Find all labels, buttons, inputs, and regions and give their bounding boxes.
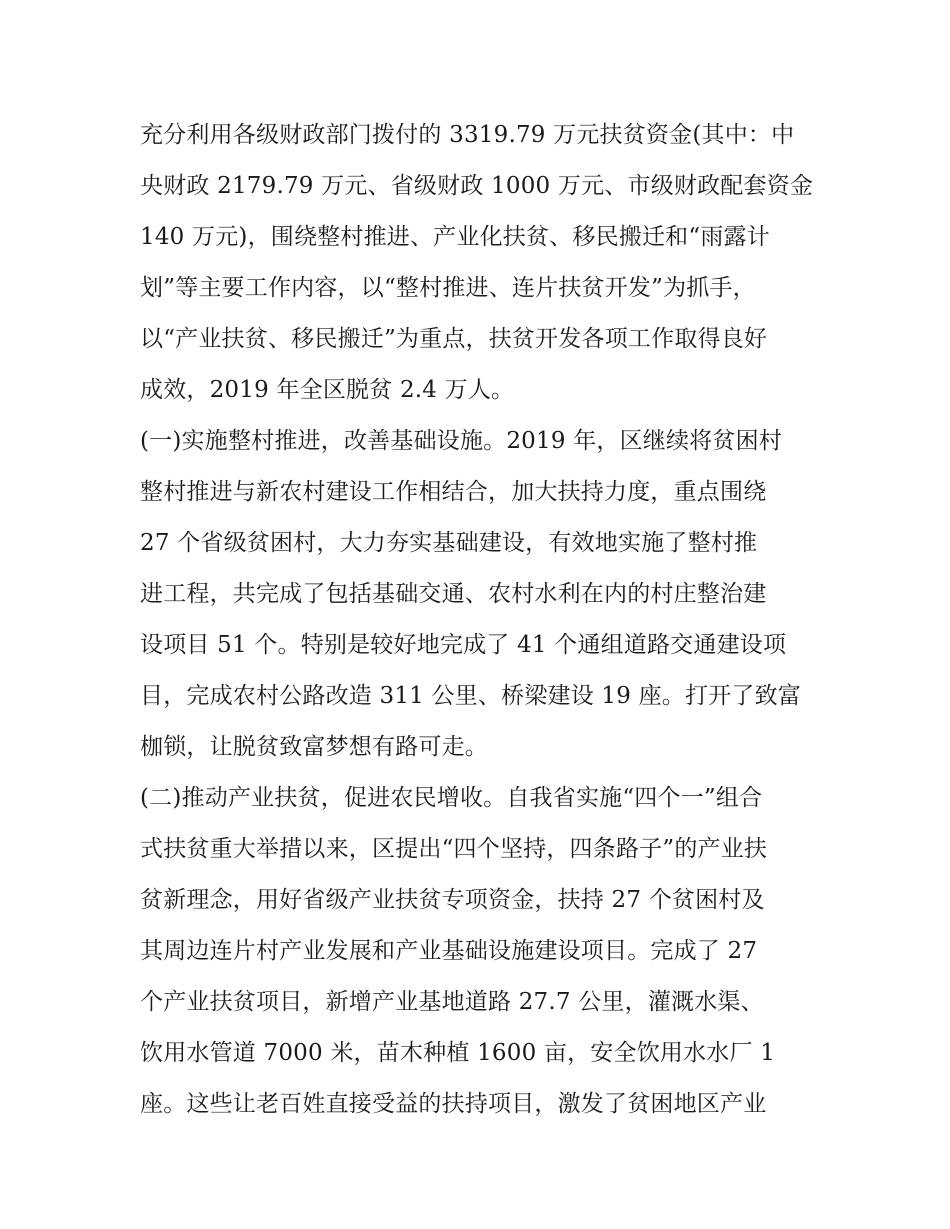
text-line: 式扶贫重大举措以来，区提出“四个坚持，四条路子”的产业扶 [140, 836, 768, 862]
text-line: 进工程，共完成了包括基础交通、农村水利在内的村庄整治建 [140, 581, 767, 607]
text-line: 贫新理念，用好省级产业扶贫专项资金，扶持 27 个贫困村及 [140, 887, 765, 913]
text-line: 140 万元)，围绕整村推进、产业化扶贫、移民搬迁和“雨露计 [140, 224, 770, 250]
text-line: 划”等主要工作内容，以“整村推进、连片扶贫开发”为抓手， [140, 275, 756, 301]
text-line: 以“产业扶贫、移民搬迁”为重点，扶贫开发各项工作取得良好 [140, 326, 768, 352]
text-line: 个产业扶贫项目，新增产业基地道路 27.7 公里，灌溉水渠、 [140, 989, 764, 1015]
text-line: 目，完成农村公路改造 311 公里、桥梁建设 19 座。打开了致富 [140, 683, 802, 709]
document-body [140, 110, 820, 1130]
section-heading-line: (一)实施整村推进，改善基础设施。2019 年，区继续将贫困村 [140, 428, 782, 454]
text-line: 枷锁，让脱贫致富梦想有路可走。 [140, 734, 488, 760]
text-line: 设项目 51 个。特别是较好地完成了 41 个通组道路交通建设项 [140, 632, 787, 658]
text-line: 成效，2019 年全区脱贫 2.4 万人。 [140, 377, 515, 403]
section-heading-line: (二)推动产业扶贫，促进农民增收。自我省实施“四个一”组合 [140, 785, 763, 811]
text-line: 座。这些让老百姓直接受益的扶持项目，激发了贫困地区产业 [140, 1091, 767, 1117]
text-line: 整村推进与新农村建设工作相结合，加大扶持力度，重点围绕 [140, 479, 767, 505]
text-line: 饮用水管道 7000 米，苗木种植 1600 亩，安全饮用水水厂 1 [140, 1040, 776, 1066]
text-line: 其周边连片村产业发展和产业基础设施建设项目。完成了 27 [140, 938, 758, 964]
text-line: 27 个省级贫困村，大力夯实基础建设，有效地实施了整村推 [140, 530, 758, 556]
text-line: 央财政 2179.79 万元、省级财政 1000 万元、市级财政配套资金 [140, 173, 814, 199]
text-line: 充分利用各级财政部门拨付的 3319.79 万元扶贫资金(其中：中 [140, 122, 795, 148]
